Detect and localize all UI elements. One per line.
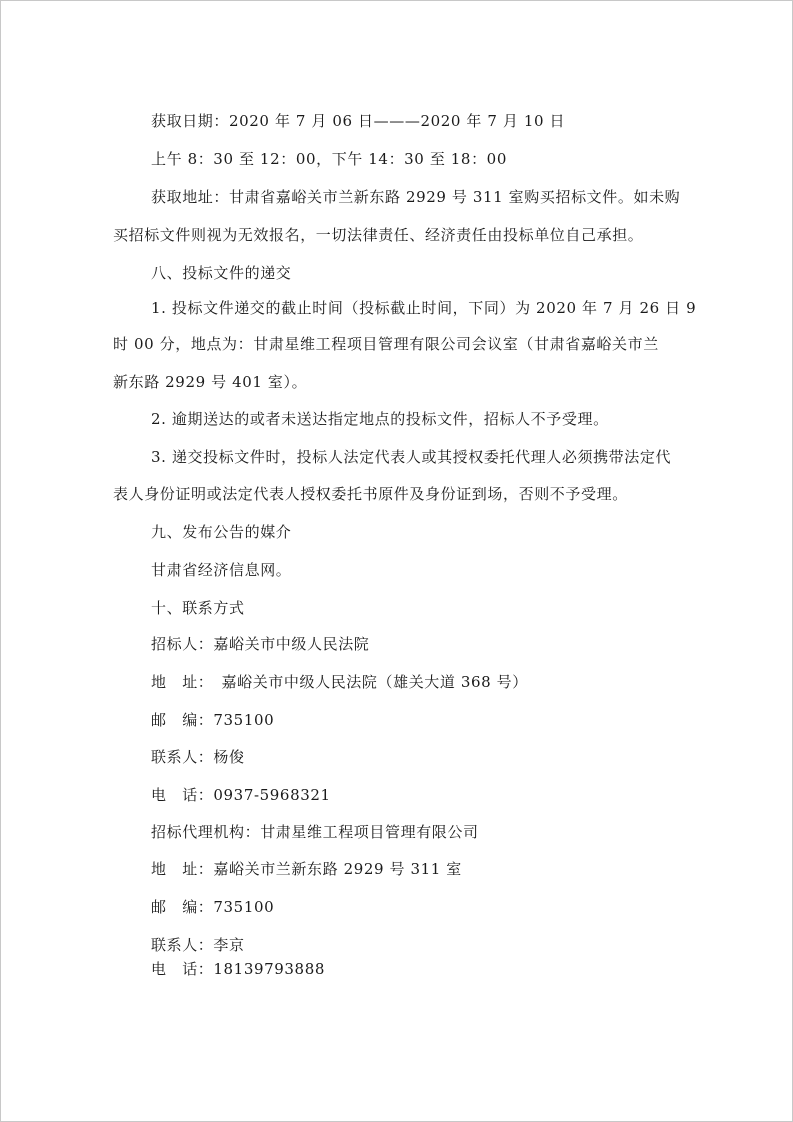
paragraph-8-1-cont: 时 00 分，地点为：甘肃星维工程项目管理有限公司会议室（甘肃省嘉峪关市兰 (113, 335, 659, 353)
paragraph-8-3: 3. 递交投标文件时，投标人法定代表人或其授权委托代理人必须携带法定代 (151, 448, 672, 466)
acquisition-date-line: 获取日期：2020 年 7 月 06 日———2020 年 7 月 10 日 (151, 112, 566, 130)
paragraph-8-1-end: 新东路 2929 号 401 室）。 (113, 373, 308, 391)
acquisition-address-line-cont: 买招标文件则视为无效报名，一切法律责任、经济责任由投标单位自己承担。 (113, 226, 644, 244)
agency-line: 招标代理机构：甘肃星维工程项目管理有限公司 (151, 823, 479, 841)
tenderer-address-line: 地 址： 嘉峪关市中级人民法院（雄关大道 368 号） (151, 673, 528, 691)
tenderer-line: 招标人：嘉峪关市中级人民法院 (151, 635, 370, 653)
agency-phone-line: 电 话：18139793888 (151, 960, 325, 978)
section-heading-10: 十、联系方式 (151, 599, 245, 617)
section-heading-9: 九、发布公告的媒介 (151, 523, 292, 541)
agency-address-line: 地 址：嘉峪关市兰新东路 2929 号 311 室 (151, 860, 462, 878)
paragraph-8-2: 2. 逾期送达的或者未送达指定地点的投标文件，招标人不予受理。 (151, 410, 609, 428)
media-line: 甘肃省经济信息网。 (151, 561, 292, 579)
tenderer-postcode-line: 邮 编：735100 (151, 711, 275, 729)
agency-contact-line: 联系人：李京 (151, 936, 245, 954)
tenderer-contact-line: 联系人：杨俊 (151, 748, 245, 766)
acquisition-address-line: 获取地址：甘肃省嘉峪关市兰新东路 2929 号 311 室购买招标文件。如未购 (151, 188, 681, 206)
paragraph-8-3-cont: 表人身份证明或法定代表人授权委托书原件及身份证到场，否则不予受理。 (113, 485, 628, 503)
agency-postcode-line: 邮 编：735100 (151, 898, 275, 916)
section-heading-8: 八、投标文件的递交 (151, 264, 292, 282)
acquisition-hours-line: 上午 8：30 至 12：00，下午 14：30 至 18：00 (151, 150, 507, 168)
tenderer-phone-line: 电 话：0937-5968321 (151, 786, 331, 804)
paragraph-8-1: 1. 投标文件递交的截止时间（投标截止时间，下同）为 2020 年 7 月 26 日 9 (151, 299, 697, 317)
